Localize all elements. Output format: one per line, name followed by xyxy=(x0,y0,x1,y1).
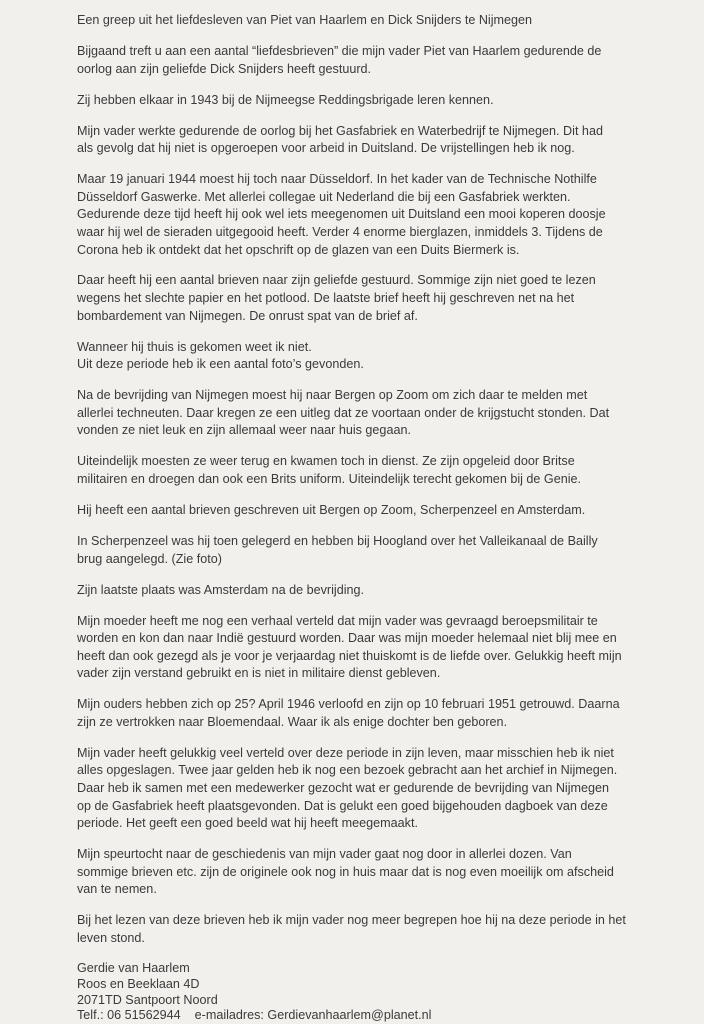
paragraph-line: Daar heb ik samen met een medewerker gezocht wat er gedurende de bevrijding van Nijmegen xyxy=(77,781,610,796)
paragraph xyxy=(77,745,687,833)
paragraph-line: periode. Het geeft een goed beeld wat hij heeft meegemaakt. xyxy=(77,816,418,831)
paragraph-line: Mijn vader heeft gelukkig veel verteld over deze periode in zijn leven, maar misschien heb ik niet xyxy=(77,745,614,760)
paragraph-line: op de Gasfabriek heeft plaatsgevonden. Dat is gelukt een goed bijgehouden dagboek van deze xyxy=(77,798,608,813)
paragraph-line: Daar heeft hij een aantal brieven naar zijn geliefde gestuurd. Sommige zijn niet goed te lezen xyxy=(77,273,596,288)
paragraph-line: alles opgeslagen. Twee jaar gelden heb ik nog een bezoek gebracht aan het archief in Nijmegen. xyxy=(77,763,618,778)
paragraph xyxy=(77,339,687,374)
letter-title: Een greep uit het liefdesleven van Piet van Haarlem en Dick Snijders te Nijmegen xyxy=(77,13,533,27)
paragraph-line: Uiteindelijk moesten ze weer terug en kwamen toch in dienst. Ze zijn opgeleid door Britse xyxy=(77,454,575,469)
paragraph-line: bombardement van Nijmegen. De onrust spat van de brief af. xyxy=(77,308,418,323)
paragraph-line: vonden ze niet leuk en zijn allemaal weer naar huis gegaan. xyxy=(77,423,411,438)
paragraph-line: vader zijn verstand gebruikt en is niet in militaire dienst gebleven. xyxy=(77,666,441,681)
paragraph xyxy=(77,696,687,731)
signature-phone: Telf.: 06 51562944 xyxy=(77,1008,181,1023)
paragraph-line: Corona heb ik ontdekt dat het opschrift op de glazen van een Duits Biermerk is. xyxy=(77,242,520,257)
signature-email: e-mailadres: Gerdievanhaarlem@planet.nl xyxy=(194,1008,432,1023)
paragraph-line: waar hij wel de sieraden uitgegooid heeft. Verder 4 enorme bierglazen, inmiddels 3. Tijdens de xyxy=(77,224,603,239)
paragraph-line: Mijn moeder heeft me nog een verhaal verteld dat mijn vader was gevraagd beroepsmilitair te xyxy=(77,613,598,628)
paragraph-line: Zij hebben elkaar in 1943 bij de Nijmeegse Reddingsbrigade leren kennen. xyxy=(77,92,494,107)
paragraph xyxy=(77,272,687,325)
letter-body xyxy=(77,12,687,1024)
paragraph-line: Uit deze periode heb ik een aantal foto’s gevonden. xyxy=(77,357,364,372)
paragraph xyxy=(77,846,687,899)
paragraph xyxy=(77,912,687,947)
paragraph xyxy=(77,453,687,488)
paragraph-line: In Scherpenzeel was hij toen gelegerd en hebben bij Hoogland over het Valleikanaal de Bailly xyxy=(77,533,598,548)
paragraph-line: Düsseldorf Gaswerke. Met allerlei collegae uit Nederland die bij een Gasfabriek werkten. xyxy=(77,189,571,204)
signature-street: Roos en Beeklaan 4D xyxy=(77,976,200,991)
paragraph-line: Mijn ouders hebben zich op 25? April 1946 verloofd en zijn op 10 februari 1951 getrouwd. Daarna xyxy=(77,697,620,712)
paragraphs xyxy=(77,43,687,948)
paragraph-line: Hij heeft een aantal brieven geschreven uit Bergen op Zoom, Scherpenzeel en Amsterdam. xyxy=(77,502,586,517)
paragraph-line: allerlei techneuten. Daar kregen ze een uitleg dat ze voortaan onder de krijgstucht stonden. Dat xyxy=(77,405,610,420)
paragraph-line: Gedurende deze tijd heeft hij ook wel iets meegenomen uit Duitsland een mooi koperen doosje xyxy=(77,207,606,222)
paragraph xyxy=(77,92,687,110)
paragraph-line: als gevolg dat hij niet is opgeroepen voor arbeid in Duitsland. De vrijstellingen heb ik nog. xyxy=(77,141,575,156)
paragraph-line: Bij het lezen van deze brieven heb ik mijn vader nog meer begrepen hoe hij na deze periode in het xyxy=(77,913,626,928)
paragraph-line: wegens het slechte papier en het potlood. De laatste brief heeft hij geschreven net na het xyxy=(77,291,575,306)
paragraph-line: heeft dan ook gezegd als je voor je verjaardag niet thuiskomt is de liefde over. Gelukkig heeft mijn xyxy=(77,648,622,663)
paragraph-line: worden en kon dan naar Indië gestuurd worden. Daar was mijn moeder helemaal niet blij mee en xyxy=(77,631,617,646)
signature-name: Gerdie van Haarlem xyxy=(77,960,190,975)
paragraph xyxy=(77,43,687,78)
paragraph xyxy=(77,123,687,158)
paragraph-line: zijn ze vertrokken naar Bloemendaal. Waar ik als enige dochter ben geboren. xyxy=(77,714,508,729)
paragraph-line: Mijn speurtocht naar de geschiedenis van mijn vader gaat nog door in allerlei dozen. Van xyxy=(77,847,572,862)
paragraph-line: brug aangelegd. (Zie foto) xyxy=(77,551,222,566)
paragraph-line: Mijn vader werkte gedurende de oorlog bij het Gasfabriek en Waterbedrijf te Nijmegen. Dit had xyxy=(77,123,603,138)
paragraph-line: Zijn laatste plaats was Amsterdam na de bevrijding. xyxy=(77,582,364,597)
paragraph xyxy=(77,533,687,568)
paragraph xyxy=(77,502,687,520)
paragraph xyxy=(77,582,687,600)
signature-contact xyxy=(77,1008,687,1024)
paragraph-line: militairen en droegen dan ook een Brits uniform. Uiteindelijk terecht gekomen bij de Genie. xyxy=(77,472,582,486)
paragraph-line: sommige brieven etc. zijn de originele ook nog in huis maar dat is nog even moeilijk om afscheid xyxy=(77,864,614,879)
paragraph-line: oorlog aan zijn geliefde Dick Snijders heeft gestuurd. xyxy=(77,61,372,76)
paragraph-line: Bijgaand treft u aan een aantal “liefdesbrieven” die mijn vader Piet van Haarlem gedurende de xyxy=(77,43,602,58)
paragraph-line: Na de bevrijding van Nijmegen moest hij naar Bergen op Zoom om zich daar te melden met xyxy=(77,388,588,403)
paragraph xyxy=(77,171,687,259)
paragraph-line: Wanneer hij thuis is gekomen weet ik niet. xyxy=(77,339,312,354)
paragraph-line: van te nemen. xyxy=(77,882,157,897)
signature-city: 2071TD Santpoort Noord xyxy=(77,992,218,1007)
paragraph-line: Maar 19 januari 1944 moest hij toch naar Düsseldorf. In het kader van de Technische Nothilfe xyxy=(77,172,597,187)
paragraph-line: leven stond. xyxy=(77,931,145,945)
paragraph xyxy=(77,387,687,440)
paragraph xyxy=(77,613,687,683)
signature-block xyxy=(77,961,687,1024)
